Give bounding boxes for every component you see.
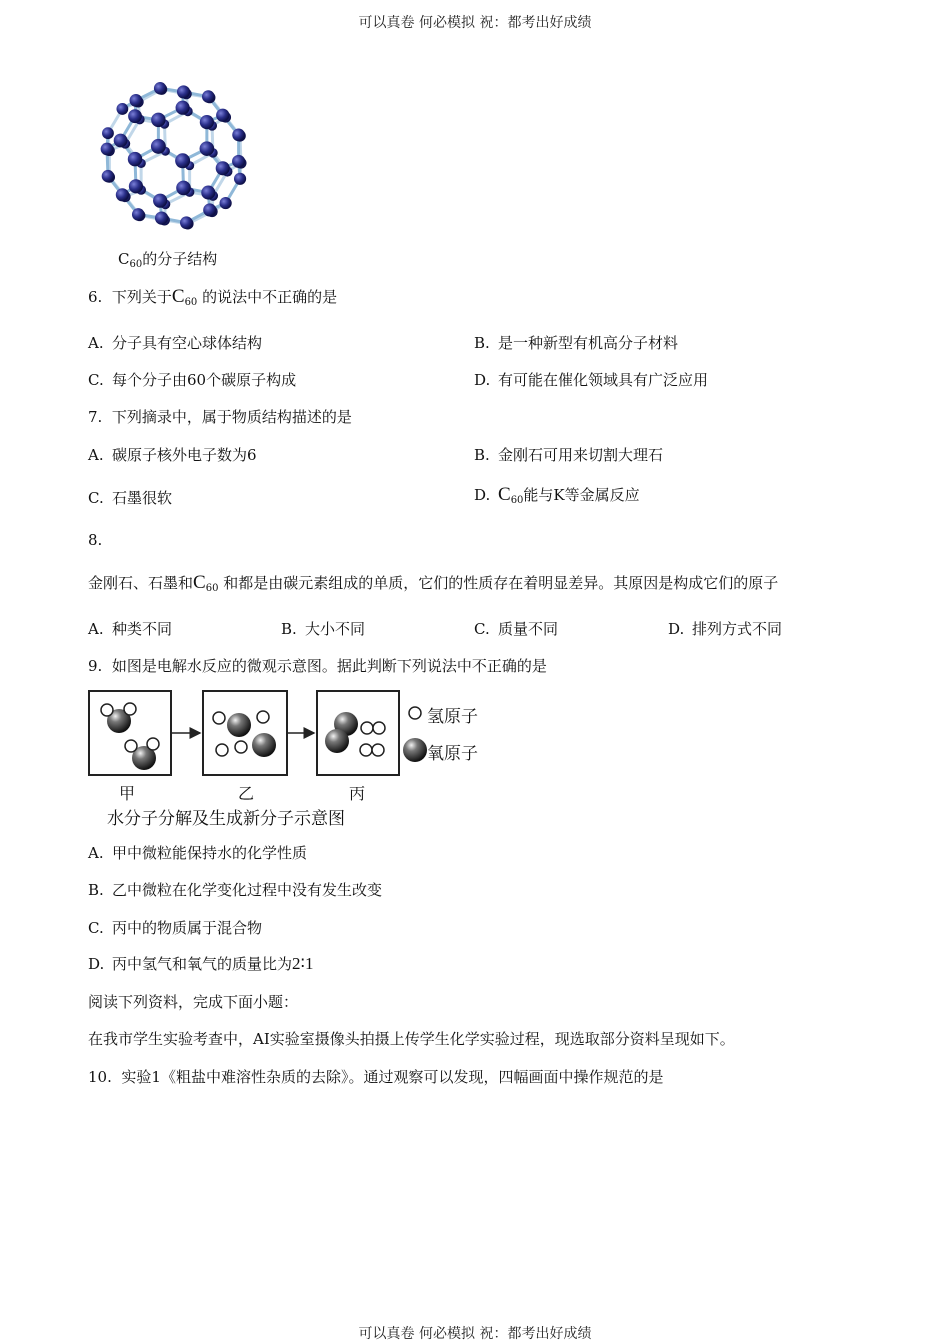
option-text: 分子具有空心球体结构 <box>112 334 263 352</box>
c60-atom <box>177 85 190 98</box>
option-text: 石墨很软 <box>112 489 173 507</box>
q6-option-b[interactable] <box>474 332 678 353</box>
legend-oxygen-label: 氧原子 <box>427 744 478 764</box>
label-bing: 丙 <box>349 784 366 803</box>
c60-atom <box>216 161 230 175</box>
option-text: 能与K等金属反应 <box>523 486 640 504</box>
q8-option-d[interactable] <box>668 618 782 639</box>
option-label: B. <box>474 334 490 352</box>
option-label: C. <box>88 371 104 389</box>
q6-number: 6. <box>88 288 103 306</box>
c60-atom <box>234 173 246 185</box>
option-label: D. <box>474 486 491 504</box>
option-label: D. <box>668 620 685 638</box>
legend-oxygen-icon <box>403 738 427 762</box>
c60-atom <box>101 143 114 156</box>
caption-c: C <box>118 250 130 268</box>
page-footer: 可以真卷 何必模拟 祝：都考出好成绩 <box>358 1326 592 1342</box>
option-label: C. <box>474 620 490 638</box>
q10-number: 10. <box>88 1068 112 1086</box>
c60-atom <box>200 141 215 156</box>
option-text: 甲中微粒能保持水的化学性质 <box>112 844 308 862</box>
q6-c: C <box>171 286 185 307</box>
c60-atom <box>220 197 232 209</box>
q6-stem <box>88 286 337 308</box>
q9-stem <box>88 655 547 676</box>
q6-sub: 60 <box>184 297 198 308</box>
caption-sub: 60 <box>129 259 143 270</box>
option-label: A. <box>88 620 104 638</box>
option-text: 丙中的物质属于混合物 <box>112 919 263 937</box>
c60-atom <box>155 211 168 224</box>
c60-atom <box>128 152 142 166</box>
c60-atom <box>128 109 142 123</box>
q10-stem-text: 实验1《粗盐中难溶性杂质的去除》。通过观察可以发现，四幅画面中操作规范的是 <box>121 1068 664 1086</box>
q7-option-a[interactable] <box>88 444 257 465</box>
c60-atom <box>216 109 229 122</box>
q7-option-d[interactable] <box>474 484 640 506</box>
option-text: 排列方式不同 <box>692 620 783 638</box>
c60-atom <box>176 101 190 115</box>
option-sub: 60 <box>510 495 524 506</box>
c60-atom <box>200 115 214 129</box>
option-label: A. <box>88 446 104 464</box>
q6-option-a[interactable] <box>88 332 262 353</box>
option-text: 质量不同 <box>498 620 559 638</box>
q8-option-a[interactable] <box>88 618 172 639</box>
option-label: C. <box>88 489 104 507</box>
q7-option-c[interactable] <box>88 487 172 508</box>
q6-stem-pre: 下列关于 <box>111 288 172 306</box>
option-c: C <box>498 484 511 505</box>
c60-atom <box>154 82 166 94</box>
c60-atom <box>180 216 193 229</box>
option-text: 是一种新型有机高分子材料 <box>498 334 679 352</box>
reading-text: 在我市学生实验考查中，AI实验室摄像头拍摄上传学生化学实验过程，现选取部分资料呈现如下。 <box>88 1030 735 1048</box>
option-label: B. <box>474 446 490 464</box>
label-yi: 乙 <box>238 784 255 803</box>
option-label: C. <box>88 919 104 937</box>
legend-hydrogen-icon <box>409 707 421 719</box>
option-label: D. <box>474 371 491 389</box>
q8-stem-post: 和都是由碳元素组成的单质，它们的性质存在着明显差异。其原因是构成它们的原子 <box>223 574 779 592</box>
c60-atom <box>153 194 167 208</box>
option-text: 丙中氢气和氧气的质量比为 <box>112 955 293 973</box>
q8-stem <box>88 572 778 594</box>
q7-stem-text: 下列摘录中，属于物质结构描述的是 <box>111 408 352 426</box>
q8-option-c[interactable] <box>474 618 558 639</box>
q7-option-b[interactable] <box>474 444 663 465</box>
q9-option-a[interactable] <box>88 842 307 863</box>
c60-atom <box>151 113 165 127</box>
q8-stem-pre: 金刚石、石墨和 <box>88 574 194 592</box>
option-label: B. <box>281 620 297 638</box>
c60-molecule-image <box>92 76 262 241</box>
q10-stem <box>88 1066 663 1087</box>
option-label: A. <box>88 844 104 862</box>
c60-atom <box>132 208 145 221</box>
q8-option-b[interactable] <box>281 618 365 639</box>
q6-option-c[interactable] <box>88 369 296 390</box>
c60-atom <box>102 127 114 139</box>
figure-caption: 水分子分解及生成新分子示意图 <box>107 809 345 829</box>
c60-atom <box>175 153 190 168</box>
q7-number: 7. <box>88 408 103 426</box>
q9-number: 9. <box>88 657 103 675</box>
page-header: 可以真卷 何必模拟 祝：都考出好成绩 <box>358 15 592 31</box>
c60-atom <box>130 94 143 107</box>
c60-atom <box>116 103 128 115</box>
option-text: 每个分子由60个碳原子构成 <box>112 371 297 389</box>
option-label: D. <box>88 955 105 973</box>
caption-suffix: 的分子结构 <box>142 250 218 268</box>
q9-option-d[interactable] <box>88 953 313 974</box>
reading-intro: 阅读下列资料，完成下面小题： <box>88 993 299 1011</box>
option-text: 大小不同 <box>305 620 366 638</box>
q9-stem-text: 如图是电解水反应的微观示意图。据此判断下列说法中不正确的是 <box>111 657 547 675</box>
option-text: 金刚石可用来切割大理石 <box>498 446 664 464</box>
q6-option-d[interactable] <box>474 369 708 390</box>
option-label: B. <box>88 881 104 899</box>
c60-atom <box>176 181 191 196</box>
option-ratio: 2∶1 <box>292 954 314 973</box>
c60-atom <box>232 129 245 142</box>
c60-atom <box>203 203 216 216</box>
option-label: A. <box>88 334 104 352</box>
legend-hydrogen-label: 氢原子 <box>427 707 478 727</box>
c60-atom <box>114 134 128 148</box>
q8-c: C <box>193 572 206 593</box>
q6-stem-post: 的说法中不正确的是 <box>202 288 338 306</box>
option-text: 碳原子核外电子数为6 <box>112 446 257 464</box>
q8-number: 8. <box>88 531 103 549</box>
q9-option-b[interactable] <box>88 879 382 900</box>
q7-stem <box>88 406 352 427</box>
q8-sub: 60 <box>205 583 219 594</box>
option-text: 种类不同 <box>112 620 173 638</box>
c60-atom <box>232 155 245 168</box>
q9-option-c[interactable] <box>88 917 262 938</box>
option-text: 有可能在催化领域具有广泛应用 <box>498 371 709 389</box>
label-jia: 甲 <box>119 784 136 803</box>
c60-atom <box>129 179 143 193</box>
c60-caption <box>118 248 217 270</box>
c60-atom <box>202 90 215 103</box>
option-text: 乙中微粒在化学变化过程中没有发生改变 <box>112 881 383 899</box>
c60-atom <box>151 139 166 154</box>
c60-atom <box>201 186 215 200</box>
c60-atom <box>116 188 129 201</box>
c60-atom <box>102 170 114 182</box>
